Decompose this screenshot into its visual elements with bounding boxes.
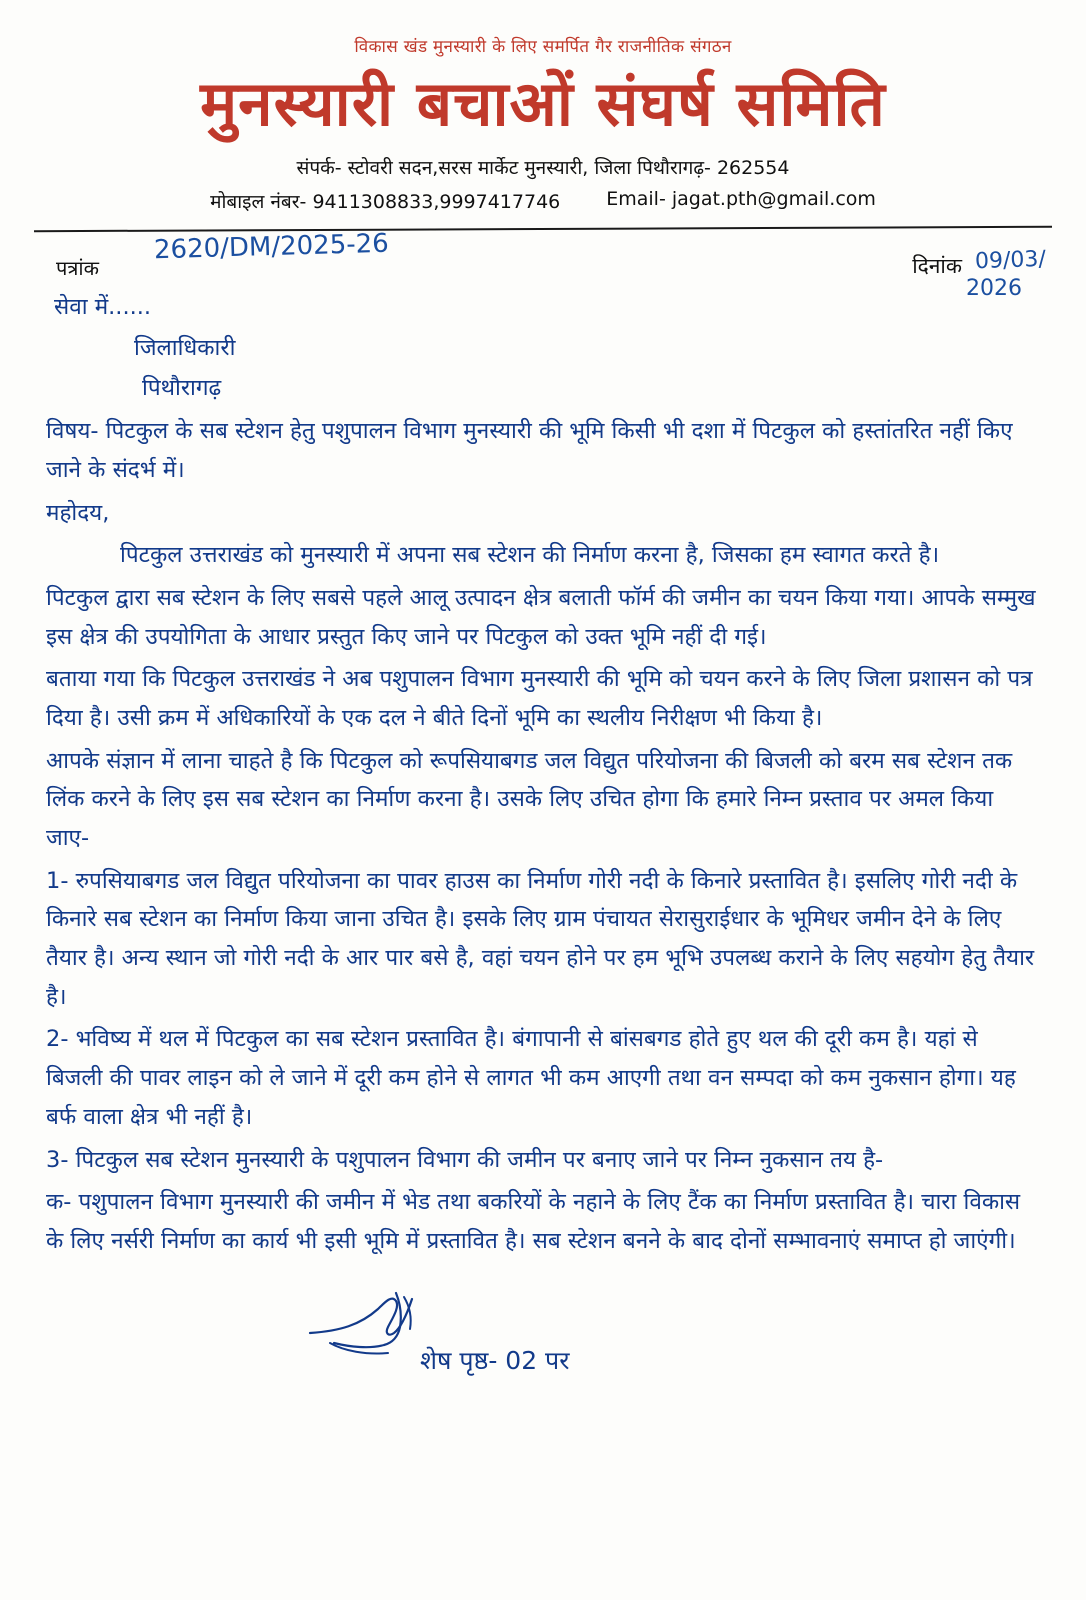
reference-label: पत्रांक xyxy=(56,256,99,281)
organization-contact-row xyxy=(0,188,1086,214)
letter-paragraph: बताया गया कि पिटकुल उत्तराखंड ने अब पशुपालन विभाग मुनस्यारी की भूमि को चयन करने के लिए जिला प्रशासन को पत्र दिया है। उसी क्रम में अधिकारियों के एक दल ने बीते दिनों भूमि का स्थलीय निरीक्षण भी किया है। xyxy=(46,666,1033,731)
letter-paragraph: पिटकुल उत्तराखंड को मुनस्यारी में अपना सब स्टेशन की निर्माण करना है, जिसका हम स्वागत करते है। xyxy=(120,542,940,569)
organization-title: मुनस्यारी बचाओं संघर्ष समिति xyxy=(200,67,886,140)
letter-paragraph: पिटकुल द्वारा सब स्टेशन के लिए सबसे पहले आलू उत्पादन क्षेत्र बलाती फॉर्म की जमीन का चयन किया गया। आपके सम्मुख इस क्षेत्र की उपयोगिता के आधार प्रस्तुत किए जाने पर पिटकुल को उक्त भूमि नहीं दी गई। xyxy=(46,584,1036,650)
organization-address: संपर्क- स्टोवरी सदन,सरस मार्केट मुनस्यारी, जिला पिथौरागढ़- 262554 xyxy=(296,157,790,180)
letter-subject: विषय- पिटकुल के सब स्टेशन हेतु पशुपालन विभाग मुनस्यारी की भूमि किसी भी दशा में पिटकुल को हस्तांतरित नहीं किए जाने के संदर्भ में। xyxy=(46,418,1013,483)
to-line: सेवा में...... xyxy=(54,294,152,321)
letter-body xyxy=(46,288,1040,1261)
letterhead xyxy=(0,0,1086,214)
letter-paragraph: आपके संज्ञान में लाना चाहते है कि पिटकुल को रूपसियाबगड जल विद्युत परियोजना की बिजली को बरम सब स्टेशन तक लिंक करने के लिए इस सब स्टेशन का निर्माण करना है। उसके लिए उचित होगा कि हमारे निम्न प्रस्ताव पर अमल किया जाए- xyxy=(46,747,1013,852)
reference-number: 2620/DM/2025-26 xyxy=(153,228,390,266)
letter-footer xyxy=(0,1287,1086,1437)
letter-point-1: 1- रुपसियाबगड जल विद्युत परियोजना का पावर हाउस का निर्माण गोरी नदी के किनारे प्रस्तावित है। इसलिए गोरी नदी के किनारे सब स्टेशन का निर्माण किया जाना उचित है। इसके लिए ग्राम पंचायत सेरासुराईधार के भूमिधर जमीन देने के लिए तैयार है। अन्य स्थान जो गोरी नदी के आर पार बसे है, वहां चयन होने पर हम भूभि उपलब्ध कराने के लिए सहयोग हेतु तैयार है। xyxy=(46,867,1035,1010)
reference-row xyxy=(34,230,1052,304)
addressee-designation: जिलाधिकारी xyxy=(134,334,236,361)
date-label: दिनांक xyxy=(912,254,962,279)
date-value-year: 2026 xyxy=(966,276,1022,302)
organization-email: Email- jagat.pth@gmail.com xyxy=(606,188,876,211)
letter-salutation: महोदय, xyxy=(46,499,110,526)
letter-point-2: 2- भविष्य में थल में पिटकुल का सब स्टेशन प्रस्तावित है। बंगापानी से बांसबगड होते हुए थल की दूरी कम है। यहां से बिजली की पावर लाइन को ले जाने में दूरी कम होने से लागत भी कम आएगी तथा वन सम्पदा को कम नुकसान होगा। यह बर्फ वाला क्षेत्र भी नहीं है। xyxy=(46,1026,1016,1130)
organization-tagline: विकास खंड मुनस्यारी के लिए समर्पित गैर राजनीतिक संगठन xyxy=(354,37,732,57)
date-value: 09/03/ xyxy=(974,246,1047,275)
letter-point-3: 3- पिटकुल सब स्टेशन मुनस्यारी के पशुपालन विभाग की जमीन पर बनाए जाने पर निम्न नुकसान तय है- xyxy=(46,1146,884,1173)
addressee-location: पिथौरागढ़ xyxy=(142,375,222,402)
organization-mobile: मोबाइल नंबर- 9411308833,9997417746 xyxy=(210,191,561,214)
continued-note: शेष पृष्ठ- 02 पर xyxy=(420,1345,570,1375)
letter-point-3a: क- पशुपालन विभाग मुनस्यारी की जमीन में भेड तथा बकरियों के नहाने के लिए टैंक का निर्माण प्रस्तावित है। चारा विकास के लिए नर्सरी निर्माण का कार्य भी इसी भूमि में प्रस्तावित है। सब स्टेशन बनने के बाद दोनों सम्भावनाएं समाप्त हो जाएंगी। xyxy=(46,1189,1021,1254)
